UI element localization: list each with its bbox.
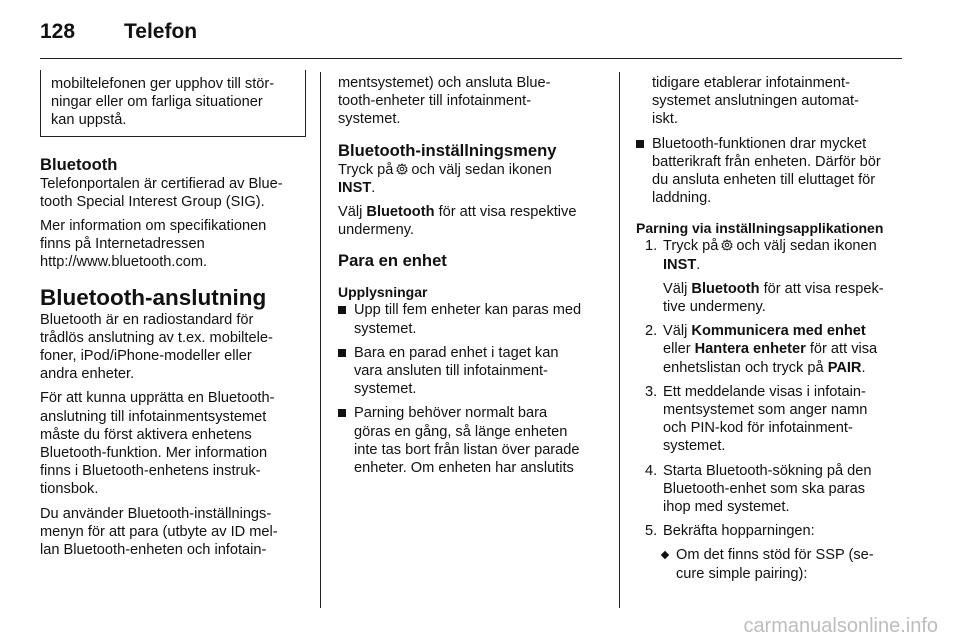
text-line: Starta Bluetooth-sökning på den [663,462,872,479]
text-line: systemet. [338,111,401,128]
watermark: carmanualsonline.info [743,615,938,637]
column-2 [338,74,606,477]
text-line: Parning behöver normalt bara [354,405,548,422]
text-line: systemet anslutningen automat- [652,93,859,110]
text-run: för att visa respektive [438,204,577,221]
text-line: du ansluta enheten till eluttaget för [652,172,876,189]
url-text: http://www.bluetooth.com. [40,254,208,271]
bluetooth-label: Bluetooth [691,280,760,297]
bullet-diamond-icon [661,551,669,559]
page-title: Telefon [124,20,198,43]
text-line: menyn för att para (utbyte av ID mel- [40,523,278,540]
text-line: tionsbok. [40,481,99,498]
step-3 [636,383,904,456]
text-line: Bekräfta hopparningen: [663,523,815,540]
text-run: Tryck på [663,238,719,255]
text-line: systemet. [354,381,417,398]
text-line: mentsystemet som anger namn [663,402,868,419]
text-line: Telefonportalen är certifierad av Blue- [40,175,283,192]
text-line: Bluetooth-funktionen drar mycket [652,135,867,152]
text-line: tidigare etablerar infotainment- [652,75,850,91]
text-line: systemet. [663,438,726,455]
text-line: trådlös anslutning av t.ex. mobiltele- [40,329,273,346]
list-item [636,135,904,208]
text-line: Mer information om specifikationen [40,218,267,235]
inst-label: INST [338,179,372,196]
text-line: måste du först aktivera enhetens [40,426,252,443]
text-run: och välj sedan ikonen [411,161,552,178]
text-line: inte tas bort från listan över parade [354,441,580,458]
text-line: Du använder Bluetooth-inställnings- [40,505,272,522]
step-4 [636,462,904,517]
text-line: vara ansluten till infotainment- [354,363,548,380]
column-divider-2 [619,72,620,608]
text-run: . [696,256,701,273]
text-line: andra enheter. [40,366,135,383]
text-line: Upp till fem enheter kan paras med [354,302,582,319]
text-line: Bluetooth är en radiostandard för [40,311,254,328]
bullet-square-icon [338,409,346,417]
text-line: ningar eller om farliga situationer [51,94,263,111]
settings-gear-icon [721,239,733,251]
text-line: kan uppstå. [51,112,127,129]
inst-label: INST [663,256,697,273]
text-run: . [861,359,866,376]
text-line: iskt. [652,111,678,128]
text-run: Välj [338,204,363,221]
text-run: och välj sedan ikonen [736,238,877,255]
text-line: göras en gång, så länge enheten [354,423,568,440]
paragraph [338,203,606,239]
text-run: . [371,179,376,196]
text-run: enhetslistan och tryck på [663,359,824,376]
pair-label: PAIR [827,359,862,376]
text-line: mobiltelefonen ger upphov till stör- [51,76,275,92]
paragraph [40,505,306,560]
text-line: Bluetooth-funktion. Mer information [40,445,268,462]
text-line: batterikraft från enheten. Därför bör [652,153,881,170]
text-line: ihop med systemet. [663,499,790,516]
paragraph [40,311,306,384]
text-line: foner, iPod/iPhone-modeller eller [40,348,252,365]
step-number: 3. [645,383,658,400]
text-line: Bluetooth-enhet som ska paras [663,480,865,497]
header-rule [40,58,902,59]
bullet-square-icon [636,140,644,148]
text-run: Välj [663,323,688,340]
paragraph [338,161,606,197]
paragraph [40,389,306,498]
heading-settings-menu: Bluetooth-inställningsmeny [338,140,557,160]
text-run: för att visa respek- [763,280,884,297]
heading-pairing-app: Parning via inställningsapplikationen [636,220,884,237]
text-line: systemet. [354,320,417,337]
step-number: 5. [645,523,658,540]
text-line: anslutning till infotainmentsystemet [40,408,267,425]
list-item [338,344,606,399]
text-line: lan Bluetooth-enheten och infotain- [40,542,267,559]
heading-pair-device: Para en enhet [338,251,447,271]
text-line: undermeny. [338,222,414,239]
text-line: laddning. [652,190,712,207]
step-number: 1. [645,238,658,255]
list-item-continued [636,74,904,129]
step-1 [636,237,904,316]
text-line: Bara en parad enhet i taget kan [354,344,559,361]
paragraph [338,74,606,129]
step-2 [636,322,904,377]
text-line: Om det finns stöd för SSP (se- [676,547,874,564]
kommunicera-label: Kommunicera med enhet [691,323,866,340]
heading-bluetooth: Bluetooth [40,154,118,174]
text-run: Välj [663,280,688,297]
column-1 [40,70,306,559]
bullet-square-icon [338,349,346,357]
text-line: mentsystemet) och ansluta Blue- [338,75,551,91]
step-5 [636,522,904,540]
heading-bluetooth-anslutning: Bluetooth-anslutning [40,284,267,310]
list-item [338,301,606,337]
bullet-square-icon [338,306,346,314]
settings-gear-icon [396,163,408,175]
text-line: Ett meddelande visas i infotain- [663,383,866,400]
sub-list-item [636,546,904,582]
text-line: och PIN-kod för infotainment- [663,420,853,437]
text-run: eller [663,341,691,358]
paragraph [40,175,306,211]
hantera-label: Hantera enheter [694,341,806,358]
text-run: för att visa [809,341,878,358]
step-number: 4. [645,462,658,479]
column-3 [636,74,904,583]
paragraph [40,217,306,272]
column-divider-1 [320,72,321,608]
bluetooth-label: Bluetooth [366,204,435,221]
page-number: 128 [40,20,76,43]
text-line: enheter. Om enheten har anslutits [354,460,574,477]
text-line: tooth-enheter till infotainment- [338,93,532,110]
page-header [40,20,197,44]
text-line: För att kunna upprätta en Bluetooth- [40,390,275,407]
text-run: Tryck på [338,161,394,178]
text-line: cure simple pairing): [676,565,808,582]
text-line: finns i Bluetooth-enhetens instruk- [40,463,261,480]
text-line: tive undermeny. [663,299,766,316]
heading-info: Upplysningar [338,284,428,301]
text-line: finns på Internetadressen [40,236,205,253]
step-number: 2. [645,323,658,340]
warning-box [40,70,306,137]
text-line: tooth Special Interest Group (SIG). [40,193,265,210]
list-item [338,404,606,477]
